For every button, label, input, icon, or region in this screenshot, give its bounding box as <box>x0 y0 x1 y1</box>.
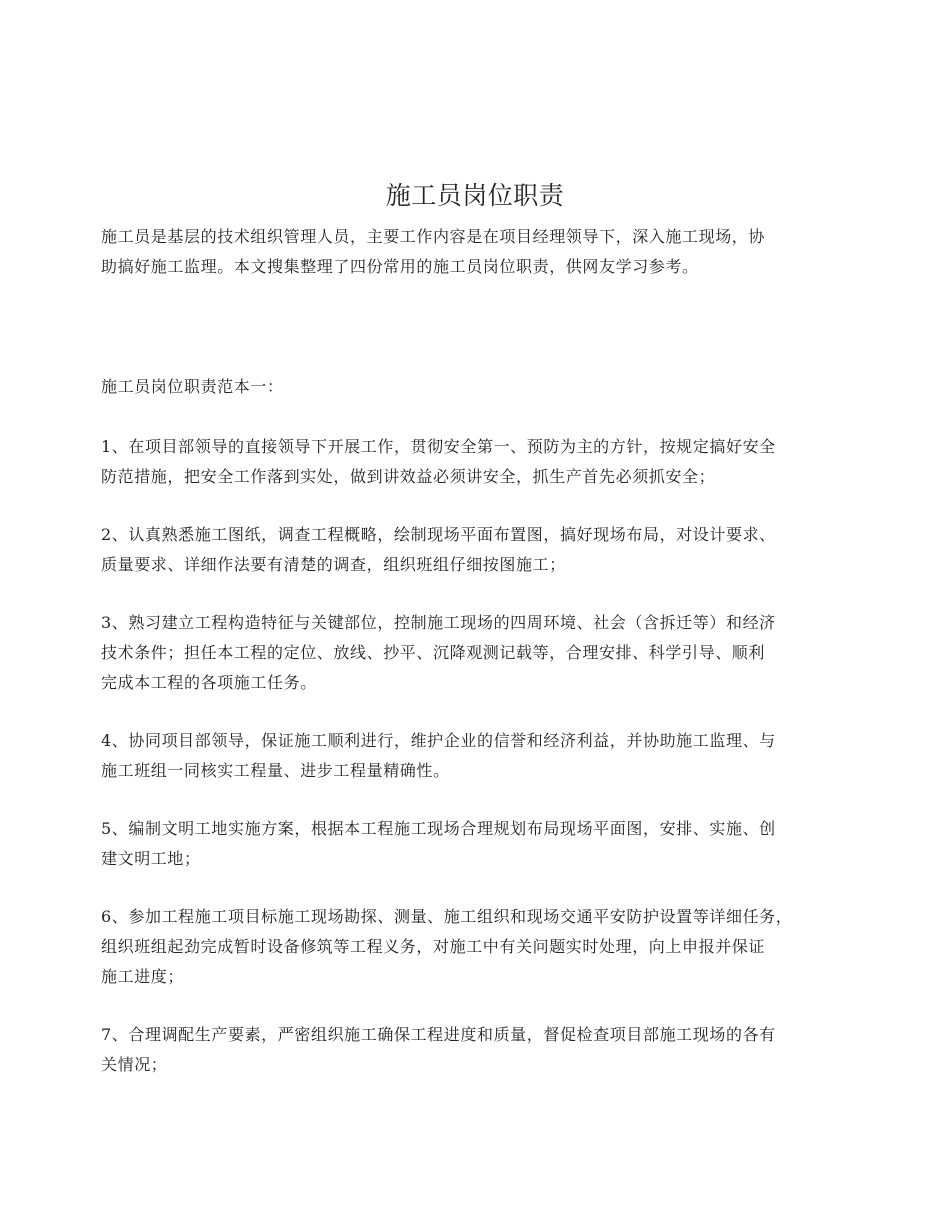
duty-item-3: 3、熟习建立工程构造特征与关键部位，控制施工现场的四周环境、社会（含拆迁等）和经济 技术条件；担任本工程的定位、放线、抄平、沉降观测记载等，合理安排、科学引导、顺利 完成本工程的各项施工任务。 <box>101 613 776 692</box>
duty-item-5: 5、编制文明工地实施方案，根据本工程施工现场合理规划布局现场平面图，安排、实施、创 建文明工地； <box>101 819 776 868</box>
duty-item-6: 6、参加工程施工项目标施工现场勘探、测量、施工组织和现场交通平安防护设置等详细任务， 组织班组起劲完成暂时设备修筑等工程义务，对施工中有关问题实时处理，向上申报并保证 施工进度； <box>101 907 793 986</box>
intro-paragraph: 施工员是基层的技术组织管理人员，主要工作内容是在项目经理领导下，深入施工现场，协 助搞好施工监理。本文搜集整理了四份常用的施工员岗位职责，供网友学习参考。 <box>101 227 766 276</box>
section-heading: 施工员岗位职责范本一： <box>101 377 284 396</box>
duty-item-1: 1、在项目部领导的直接领导下开展工作，贯彻安全第一、预防为主的方针，按规定搞好安全 防范措施，把安全工作落到实处，做到讲效益必须讲安全，抓生产首先必须抓安全； <box>101 437 776 486</box>
document-body <box>101 222 853 1108</box>
duty-item-4: 4、协同项目部领导，保证施工顺利进行，维护企业的信誉和经济利益，并协助施工监理、与 施工班组一同核实工程量、进步工程量精确性。 <box>101 731 776 780</box>
duty-item-7: 7、合理调配生产要素，严密组织施工确保工程进度和质量，督促检查项目部施工现场的各有 关情况； <box>101 1025 776 1074</box>
document-title: 施工员岗位职责 <box>385 181 565 210</box>
duty-item-2: 2、认真熟悉施工图纸，调查工程概略，绘制现场平面布置图，搞好现场布局，对设计要求、 质量要求、详细作法要有清楚的调查，组织班组仔细按图施工； <box>101 525 776 574</box>
